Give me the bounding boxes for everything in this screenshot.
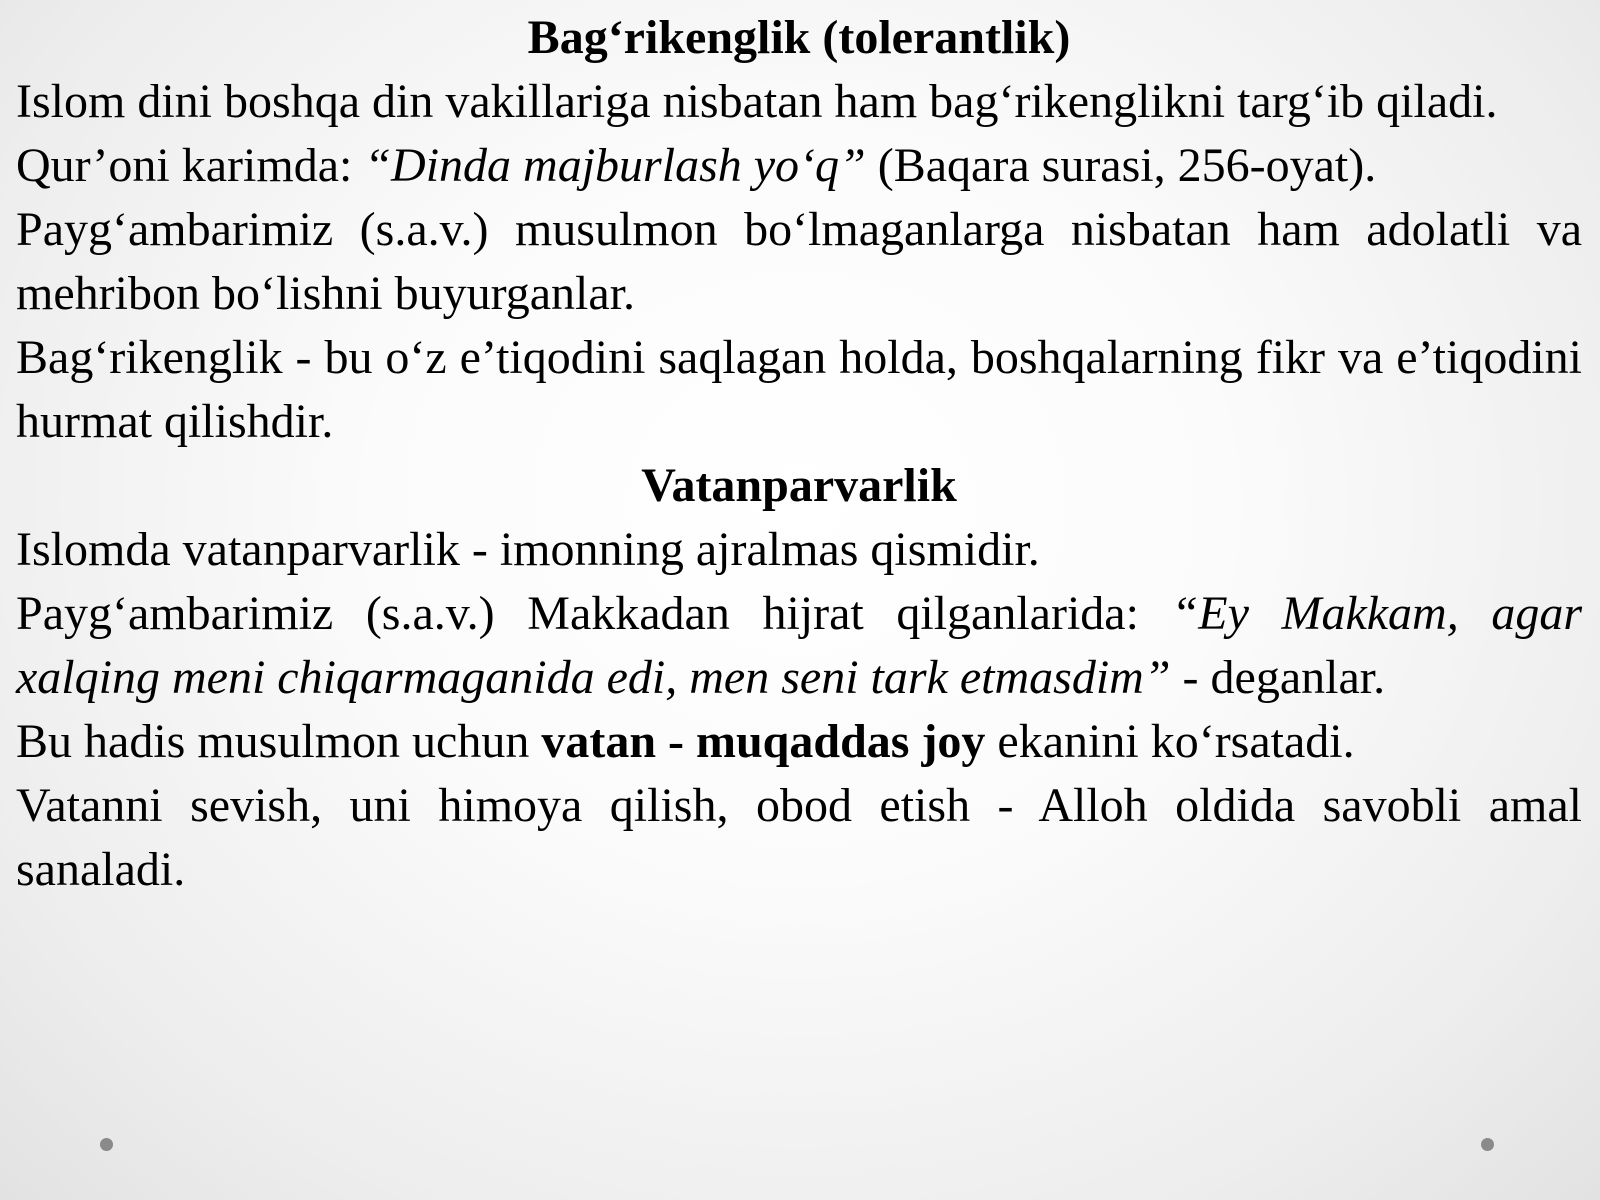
paragraph-homeland-sacred bbox=[16, 710, 1582, 774]
slide-content bbox=[16, 6, 1582, 902]
section-heading-patriotism: Vatanparvarlik bbox=[641, 459, 957, 512]
paragraph-prophet-justice: Payg‘ambarimiz (s.a.v.) musulmon bo‘lmaganlarga nisbatan ham adolatli va mehribon bo‘lishni buyurganlar. bbox=[16, 203, 1582, 320]
paragraph-quran-quote bbox=[16, 134, 1582, 198]
hadith-outro-text: - deganlar. bbox=[1170, 651, 1386, 704]
quote-intro-text: Qur’oni karimda: bbox=[16, 139, 365, 192]
decorative-dot-right bbox=[1481, 1138, 1494, 1151]
hadith-quote: “Ey Makkam, agar xalqing meni chiqarmaganida edi, men seni tark etmasdim” bbox=[16, 587, 1583, 704]
paragraph-tolerance-intro: Islom dini boshqa din vakillariga nisbatan ham bag‘rikenglikni targ‘ib qiladi. bbox=[16, 75, 1498, 128]
paragraph-patriotism-intro: Islomda vatanparvarlik - imonning ajralmas qismidir. bbox=[16, 523, 1040, 576]
paragraph-tolerance-definition: Bag‘rikenglik - bu o‘z e’tiqodini saqlagan holda, boshqalarning fikr va e’tiqodini hurmat qilishdir. bbox=[16, 331, 1582, 448]
section-heading-tolerance: Bag‘rikenglik (tolerantlik) bbox=[527, 11, 1071, 64]
hadith-intro-text: Payg‘ambarimiz (s.a.v.) Makkadan hijrat qilganlarida: bbox=[16, 587, 1172, 640]
homeland-outro-text: ekanini ko‘rsatadi. bbox=[985, 715, 1355, 768]
paragraph-hadith-makkah bbox=[16, 582, 1582, 710]
homeland-intro-text: Bu hadis musulmon uchun bbox=[16, 715, 542, 768]
quote-source-text: (Baqara surasi, 256-oyat). bbox=[865, 139, 1377, 192]
quran-quote: “Dinda majburlash yo‘q” bbox=[364, 139, 866, 192]
decorative-dot-left bbox=[100, 1138, 113, 1151]
homeland-bold-phrase: vatan - muqaddas joy bbox=[541, 715, 986, 768]
paragraph-love-homeland: Vatanni sevish, uni himoya qilish, obod etish - Alloh oldida savobli amal sanaladi. bbox=[16, 779, 1582, 896]
